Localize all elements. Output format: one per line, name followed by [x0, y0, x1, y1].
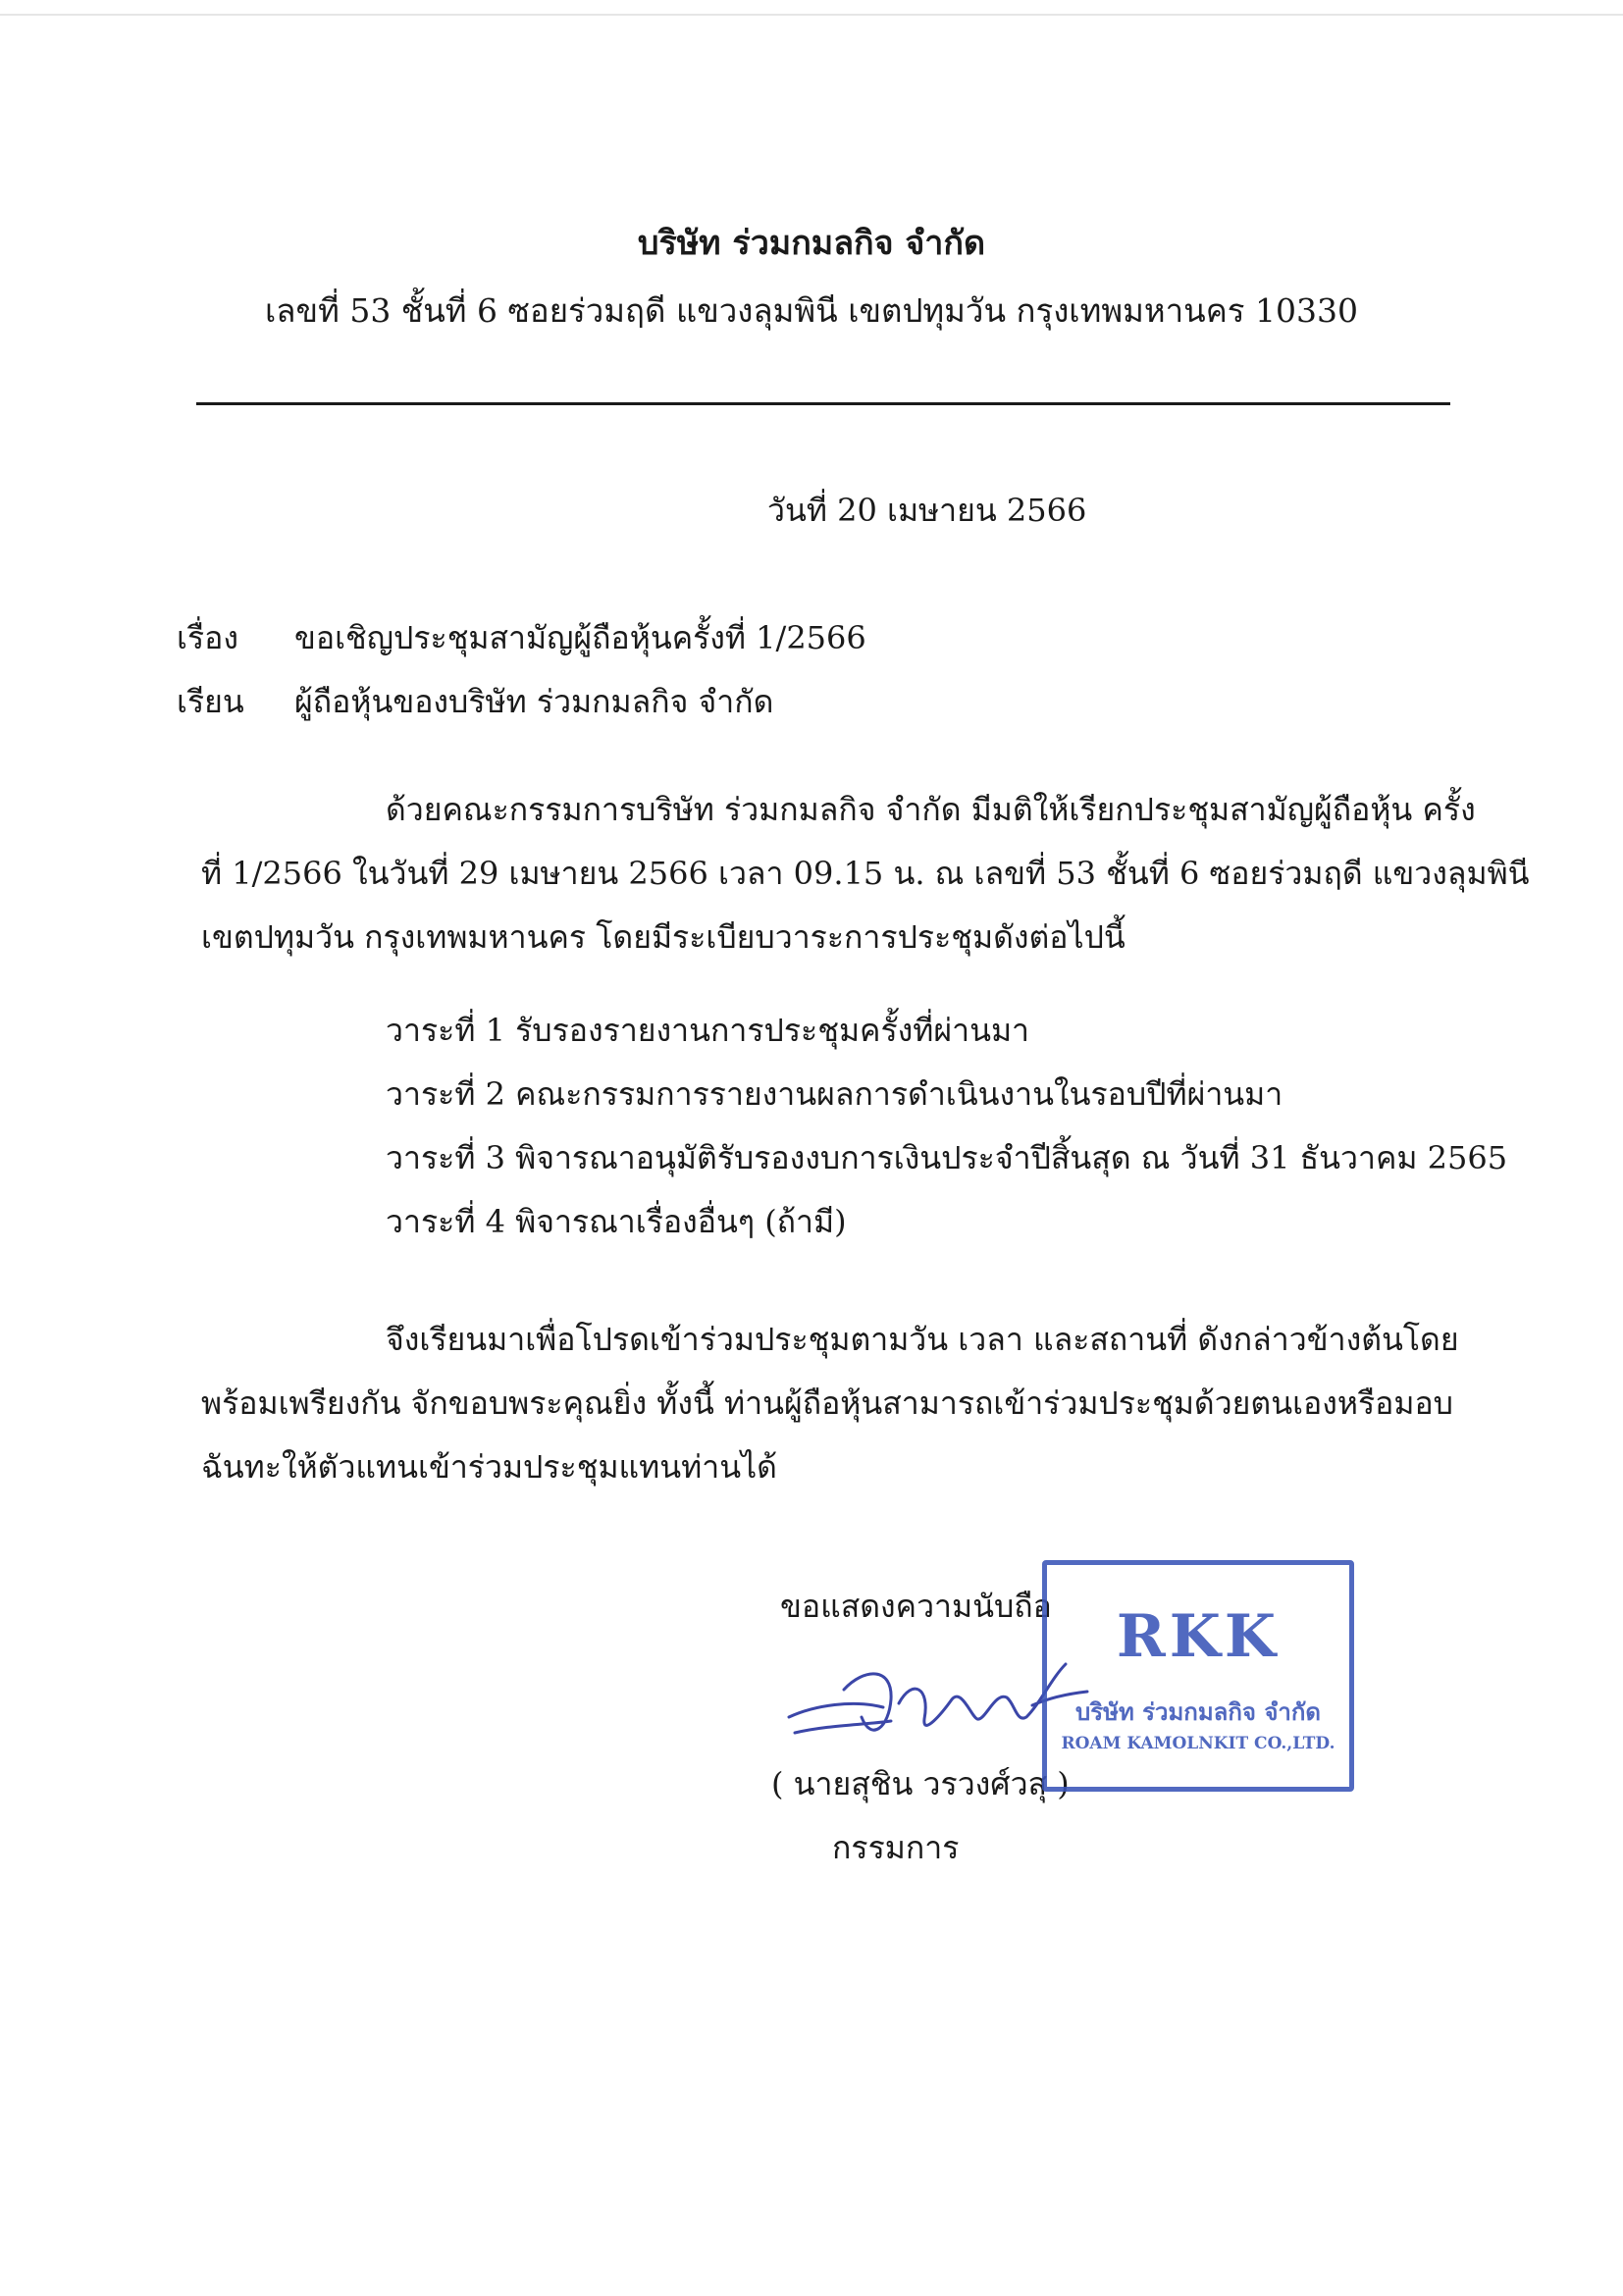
signer-name: ( นายสุชิน วรวงศ์วสุ ) — [771, 1765, 1070, 1802]
closing-text: ขอแสดงความนับถือ — [780, 1588, 1052, 1625]
company-address: เลขที่ 53 ชั้นที่ 6 ซอยร่วมฤดี แขวงลุมพินี เขตปทุมวัน กรุงเทพมหานคร 10330 — [265, 291, 1358, 330]
recipient-text: ผู้ถือหุ้นของบริษัท ร่วมกมลกิจ จำกัด — [294, 683, 774, 720]
stamp-logo: RKK — [1116, 1602, 1281, 1671]
paragraph-line: จึงเรียนมาเพื่อโปรดเข้าร่วมประชุมตามวัน เวลา และสถานที่ ดังกล่าวข้างต้นโดย — [386, 1321, 1459, 1358]
agenda-item: วาระที่ 4 พิจารณาเรื่องอื่นๆ (ถ้ามี) — [386, 1203, 847, 1240]
paragraph-line: ด้วยคณะกรรมการบริษัท ร่วมกมลกิจ จำกัด มีมติให้เรียกประชุมสามัญผู้ถือหุ้น ครั้ง — [386, 791, 1476, 828]
agenda-item: วาระที่ 3 พิจารณาอนุมัติรับรองงบการเงินประจำปีสิ้นสุด ณ วันที่ 31 ธันวาคม 2565 — [386, 1139, 1508, 1176]
subject-text: ขอเชิญประชุมสามัญผู้ถือหุ้นครั้งที่ 1/2566 — [294, 619, 866, 656]
signer-title: กรรมการ — [832, 1829, 960, 1866]
letter-date: วันที่ 20 เมษายน 2566 — [767, 492, 1087, 529]
subject-label: เรื่อง — [177, 619, 238, 656]
paragraph-line: เขตปทุมวัน กรุงเทพมหานคร โดยมีระเบียบวาระการประชุมดังต่อไปนี้ — [201, 918, 1126, 956]
recipient-label: เรียน — [177, 683, 244, 720]
company-name: บริษัท ร่วมกมลกิจ จำกัด — [637, 224, 986, 263]
stamp-english-name: ROAM KAMOLNKIT CO.,LTD. — [1061, 1734, 1335, 1753]
paragraph-line: ฉันทะให้ตัวแทนเข้าร่วมประชุมแทนท่านได้ — [201, 1448, 777, 1486]
company-stamp — [1042, 1560, 1354, 1792]
paragraph-line: พร้อมเพรียงกัน จักขอบพระคุณยิ่ง ทั้งนี้ ท่านผู้ถือหุ้นสามารถเข้าร่วมประชุมด้วยตนเองหรือมอบ — [201, 1384, 1453, 1422]
paragraph-line: ที่ 1/2566 ในวันที่ 29 เมษายน 2566 เวลา 09.15 น. ณ เลขที่ 53 ชั้นที่ 6 ซอยร่วมฤดี แขวงลุมพินี — [201, 855, 1530, 892]
agenda-item: วาระที่ 1 รับรองรายงานการประชุมครั้งที่ผ่านมา — [386, 1012, 1030, 1049]
page-top-edge — [0, 14, 1623, 16]
agenda-item: วาระที่ 2 คณะกรรมการรายงานผลการดำเนินงานในรอบปีที่ผ่านมา — [386, 1075, 1283, 1113]
stamp-thai-name: บริษัท ร่วมกมลกิจ จำกัด — [1075, 1697, 1321, 1726]
header-divider — [196, 402, 1450, 405]
